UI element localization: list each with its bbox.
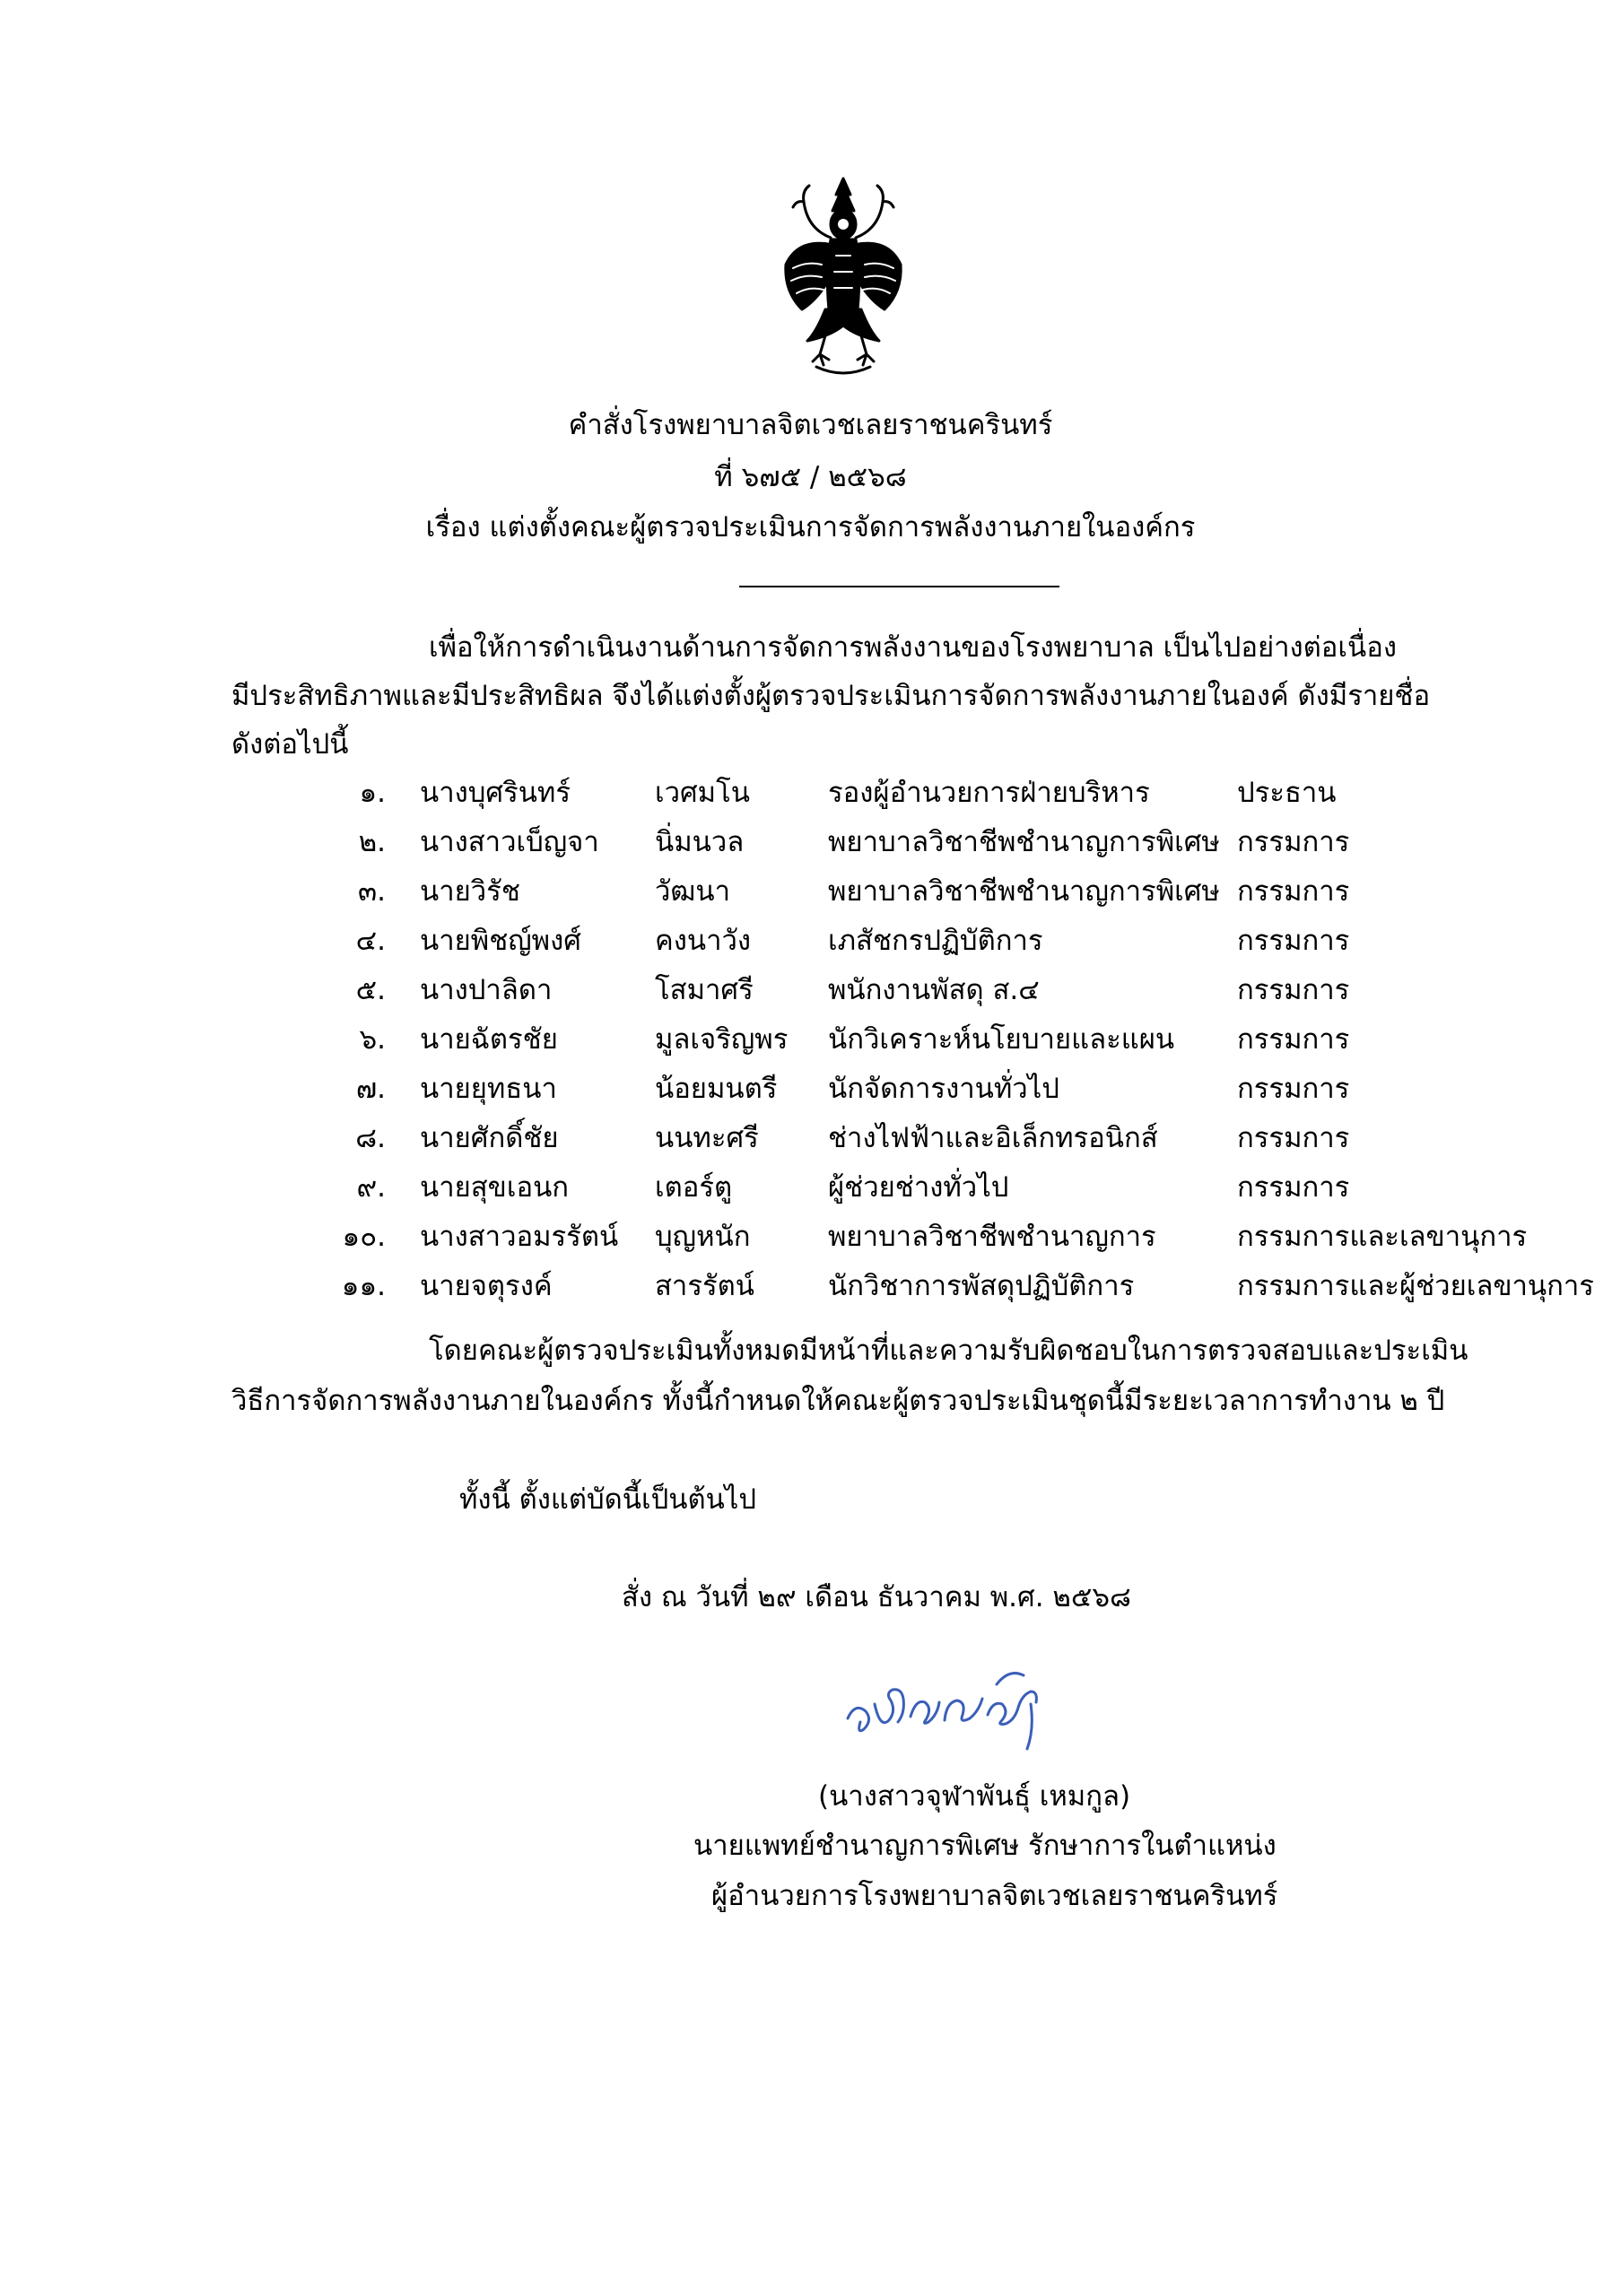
member-row [0,1213,1621,1258]
order-number: ที่ ๖๗๕ / ๒๕๖๘ [714,461,907,493]
member-number: ๘. [355,1122,386,1154]
order-title: คำสั่งโรงพยาบาลจิตเวชเลยราชนครินทร์ [568,409,1053,441]
member-last-name: เตอร์ตู [655,1171,733,1204]
member-role: กรรมการ [1237,974,1350,1006]
member-role: กรรมการ [1237,1023,1350,1056]
intro-line-1: เพื่อให้การดำเนินงานด้านการจัดการพลังงานของโรงพยาบาล เป็นไปอย่างต่อเนื่อง [429,631,1397,664]
member-role: กรรมการและผู้ช่วยเลขานุการ [1237,1270,1594,1302]
member-first-name: นางสาวอมรรัตน์ [420,1221,619,1253]
signatory-name: (นางสาวจุฬาพันธุ์ เหมกูล) [818,1780,1131,1813]
member-first-name: นายยุทธนา [420,1073,557,1105]
member-position: นักจัดการงานทั่วไป [828,1073,1059,1105]
member-row [0,1065,1621,1110]
member-number: ๑๐. [342,1221,386,1253]
member-first-name: นายศักดิ์ชัย [420,1122,559,1154]
member-last-name: สารรัตน์ [655,1270,754,1302]
member-last-name: คงนาวัง [655,925,752,957]
member-last-name: น้อยมนตรี [655,1073,778,1105]
member-position: ผู้ช่วยช่างทั่วไป [828,1171,1009,1204]
handwritten-signature [839,1648,1063,1756]
member-row [0,967,1621,1012]
member-position: พยาบาลวิชาชีพชำนาญการพิเศษ [828,875,1220,908]
member-position: เภสัชกรปฏิบัติการ [828,925,1043,957]
member-position: พยาบาลวิชาชีพชำนาญการพิเศษ [828,826,1220,858]
member-role: กรรมการ [1237,875,1350,908]
member-role: กรรมการและเลขานุการ [1237,1221,1528,1253]
signatory-title-1: นายแพทย์ชำนาญการพิเศษ รักษาการในตำแหน่ง [693,1830,1277,1862]
member-position: นักวิเคราะห์นโยบายและแผน [828,1023,1175,1056]
member-first-name: นายจตุรงค์ [420,1270,553,1302]
member-first-name: นางบุศรินทร์ [420,777,571,809]
garuda-emblem-icon [780,175,906,381]
member-row [0,1263,1621,1308]
member-row [0,770,1621,814]
order-date: สั่ง ณ วันที่ ๒๙ เดือน ธันวาคม พ.ศ. ๒๕๖๘ [622,1581,1131,1613]
member-last-name: บุญหนัก [655,1221,751,1253]
member-first-name: นายฉัตรชัย [420,1023,558,1056]
member-row [0,1016,1621,1061]
member-first-name: นางสาวเบ็ญจา [420,826,599,858]
member-last-name: วัฒนา [655,875,731,908]
member-number: ๔. [355,925,386,957]
member-number: ๖. [359,1023,386,1056]
member-number: ๙. [356,1171,386,1204]
member-last-name: นิ่มนวล [655,826,745,858]
member-role: กรรมการ [1237,1122,1350,1154]
intro-line-3: ดังต่อไปนี้ [231,728,349,761]
order-subject: เรื่อง แต่งตั้งคณะผู้ตรวจประเมินการจัดการพลังงานภายในองค์กร [425,511,1196,544]
member-row [0,1115,1621,1160]
header-divider [739,586,1059,587]
member-last-name: มูลเจริญพร [655,1023,789,1056]
member-number: ๑๑. [341,1270,386,1302]
member-number: ๑. [359,777,386,809]
member-number: ๒. [358,826,386,858]
member-last-name: นนทะศรี [655,1122,759,1154]
member-first-name: นายสุขเอนก [420,1171,570,1204]
member-first-name: นางปาลิดา [420,974,553,1006]
member-role: กรรมการ [1237,826,1350,858]
signatory-title-2: ผู้อำนวยการโรงพยาบาลจิตเวชเลยราชนครินทร์ [711,1880,1278,1912]
intro-line-2: มีประสิทธิภาพและมีประสิทธิผล จึงได้แต่งตั้งผู้ตรวจประเมินการจัดการพลังงานภายในองค์ ดังมีรายชื่อ [231,680,1431,712]
member-role: กรรมการ [1237,925,1350,957]
member-role: ประธาน [1237,777,1337,809]
member-position: ช่างไฟฟ้าและอิเล็กทรอนิกส์ [828,1122,1158,1154]
member-position: รองผู้อำนวยการฝ่ายบริหาร [828,777,1150,809]
effective-date-line: ทั้งนี้ ตั้งแต่บัดนี้เป็นต้นไป [459,1483,757,1516]
member-number: ๕. [355,974,386,1006]
member-role: กรรมการ [1237,1171,1350,1204]
member-row [0,819,1621,864]
member-position: พยาบาลวิชาชีพชำนาญการ [828,1221,1156,1253]
member-role: กรรมการ [1237,1073,1350,1105]
member-row [0,918,1621,962]
member-row [0,868,1621,913]
member-first-name: นายพิชญ์พงศ์ [420,925,581,957]
member-last-name: โสมาศรี [655,974,754,1006]
member-number: ๗. [355,1073,386,1105]
member-position: นักวิชาการพัสดุปฏิบัติการ [828,1270,1135,1302]
duties-line-2: วิธีการจัดการพลังงานภายในองค์กร ทั้งนี้กำหนดให้คณะผู้ตรวจประเมินชุดนี้มีระยะเวลาการทำงาน ๒ ปี [231,1385,1445,1417]
member-last-name: เวศมโน [655,777,750,809]
member-position: พนักงานพัสดุ ส.๔ [828,974,1040,1006]
member-number: ๓. [357,875,386,908]
member-row [0,1164,1621,1209]
member-first-name: นายวิรัช [420,875,520,908]
duties-line-1: โดยคณะผู้ตรวจประเมินทั้งหมดมีหน้าที่และความรับผิดชอบในการตรวจสอบและประเมิน [429,1335,1468,1367]
